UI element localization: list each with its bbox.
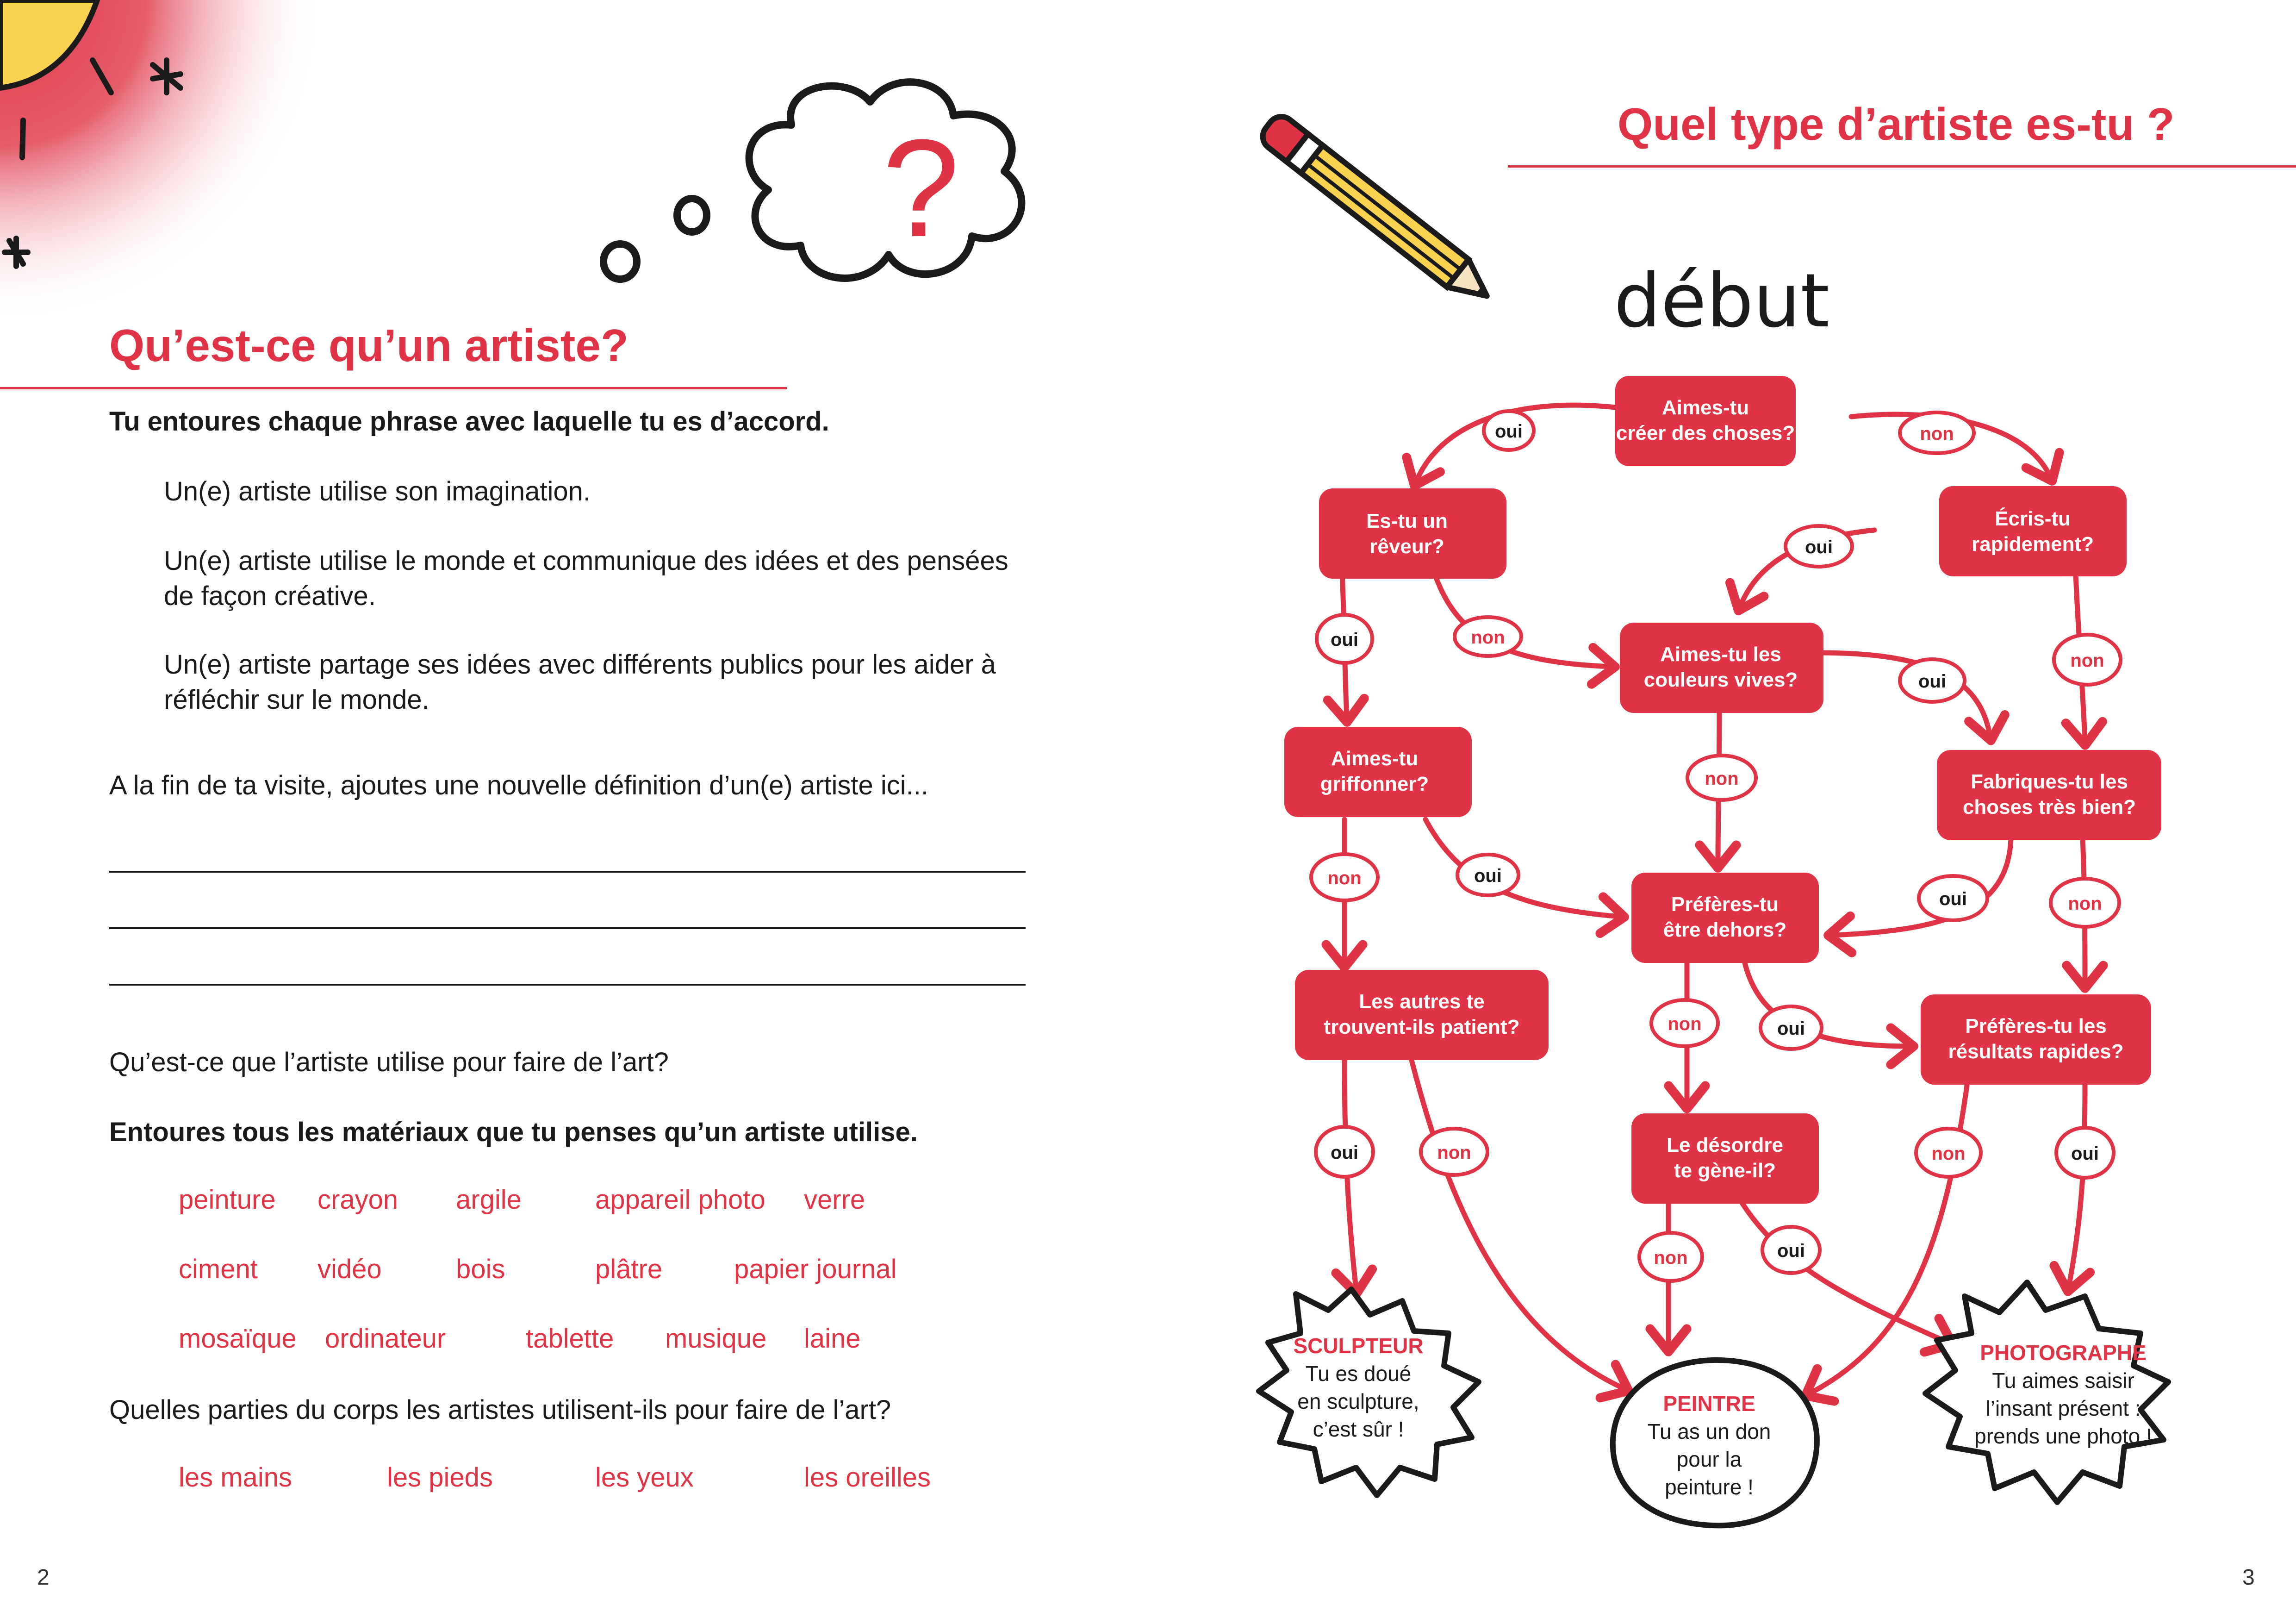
- material-word[interactable]: ciment: [179, 1254, 258, 1284]
- node-q3: [1939, 486, 2127, 576]
- svg-text:griffonner?: griffonner?: [1320, 773, 1429, 795]
- material-word[interactable]: tablette: [526, 1324, 614, 1354]
- non-label: non: [1668, 1014, 1702, 1034]
- material-word[interactable]: laine: [804, 1324, 861, 1354]
- result-title: PEINTRE: [1663, 1392, 1755, 1416]
- node-q6: [1937, 750, 2161, 840]
- non-label: non: [1931, 1143, 1966, 1164]
- body-part-word[interactable]: les pieds: [387, 1462, 493, 1493]
- statement-2-line-2: de façon créative.: [164, 581, 376, 611]
- body-part-word[interactable]: les mains: [179, 1462, 292, 1493]
- result-photographe: [1925, 1282, 2168, 1502]
- svg-text:pour la: pour la: [1676, 1447, 1742, 1471]
- svg-text:prends une photo !: prends une photo !: [1974, 1424, 2152, 1448]
- material-word[interactable]: musique: [665, 1324, 767, 1354]
- svg-text:Aimes-tu: Aimes-tu: [1661, 396, 1749, 419]
- oui-label: oui: [1331, 1143, 1358, 1163]
- svg-text:en sculpture,: en sculpture,: [1297, 1389, 1419, 1413]
- statement-3-line-2: réfléchir sur le monde.: [164, 685, 429, 715]
- non-label: non: [1437, 1143, 1471, 1163]
- svg-text:Tu es doué: Tu es doué: [1305, 1362, 1412, 1386]
- svg-text:résultats rapides?: résultats rapides?: [1948, 1040, 2124, 1063]
- svg-text:te gène-il?: te gène-il?: [1674, 1159, 1776, 1182]
- start-label: début: [1614, 257, 1829, 344]
- node-q7: [1631, 873, 1819, 963]
- definition-prompt: A la fin de ta visite, ajoutes une nouvelle définition d’un(e) artiste ici...: [109, 770, 929, 800]
- svg-text:choses très bien?: choses très bien?: [1962, 796, 2136, 818]
- material-word[interactable]: vidéo: [317, 1254, 382, 1284]
- non-label: non: [1471, 627, 1505, 648]
- svg-text:Tu as un don: Tu as un don: [1647, 1419, 1771, 1443]
- material-word[interactable]: verre: [804, 1185, 865, 1215]
- svg-text:c’est sûr !: c’est sûr !: [1313, 1417, 1404, 1441]
- statement-2-line-1: Un(e) artiste utilise le monde et communique des idées et des pensées: [164, 546, 1008, 576]
- svg-text:Aimes-tu: Aimes-tu: [1331, 747, 1419, 770]
- svg-text:Le désordre: Le désordre: [1667, 1134, 1783, 1156]
- oui-label: oui: [2071, 1143, 2099, 1164]
- non-label: non: [1654, 1248, 1688, 1268]
- node-q5: [1284, 727, 1472, 817]
- oui-label: oui: [1331, 630, 1358, 650]
- non-label: non: [1920, 424, 1954, 444]
- svg-text:Préfères-tu les: Préfères-tu les: [1965, 1015, 2107, 1037]
- body-part-word[interactable]: les yeux: [595, 1462, 694, 1493]
- material-word[interactable]: bois: [456, 1254, 505, 1284]
- non-label: non: [1327, 868, 1362, 888]
- oui-label: oui: [1777, 1018, 1805, 1039]
- node-q10: [1631, 1113, 1819, 1204]
- materials-instruction: Entoures tous les matériaux que tu penses qu’un artiste utilise.: [109, 1117, 918, 1147]
- result-title: SCULPTEUR: [1293, 1334, 1424, 1358]
- non-label: non: [2070, 650, 2104, 671]
- oui-label: oui: [1939, 889, 1967, 909]
- non-label: non: [1705, 768, 1739, 789]
- node-q8: [1295, 970, 1549, 1060]
- svg-text:Aimes-tu les: Aimes-tu les: [1660, 643, 1781, 666]
- oui-label: oui: [1777, 1241, 1805, 1261]
- svg-text:Écris-tu: Écris-tu: [1995, 507, 2071, 530]
- material-word[interactable]: peinture: [179, 1185, 276, 1215]
- oui-label: oui: [1495, 421, 1523, 442]
- material-word[interactable]: ordinateur: [325, 1324, 446, 1354]
- instruction-text: Tu entoures chaque phrase avec laquelle tu es d’accord.: [109, 406, 829, 437]
- svg-text:couleurs vives?: couleurs vives?: [1643, 668, 1798, 691]
- statement-3-line-1: Un(e) artiste partage ses idées avec différents publics pour les aider à: [164, 650, 996, 680]
- node-q1: [1615, 376, 1796, 466]
- svg-text:l’insant présent :: l’insant présent :: [1985, 1396, 2141, 1420]
- oui-label: oui: [1805, 537, 1833, 557]
- svg-text:Fabriques-tu les: Fabriques-tu les: [1971, 770, 2128, 793]
- right-page-title: Quel type d’artiste es-tu ?: [1618, 99, 2175, 150]
- svg-text:être dehors?: être dehors?: [1663, 918, 1787, 941]
- body-part-word[interactable]: les oreilles: [804, 1462, 931, 1493]
- page-number-left: 2: [37, 1565, 50, 1590]
- result-title: PHOTOGRAPHE: [1980, 1341, 2147, 1365]
- svg-text:créer des choses?: créer des choses?: [1616, 422, 1795, 444]
- svg-text:Es-tu un: Es-tu un: [1366, 510, 1448, 532]
- node-q4: [1620, 623, 1823, 713]
- svg-text:Tu aimes saisir: Tu aimes saisir: [1992, 1368, 2134, 1393]
- material-word[interactable]: papier journal: [734, 1254, 897, 1284]
- question-mark: ?: [882, 110, 960, 266]
- material-word[interactable]: crayon: [317, 1185, 398, 1215]
- svg-text:peinture !: peinture !: [1665, 1475, 1754, 1499]
- node-q9: [1921, 994, 2151, 1085]
- svg-text:Préfères-tu: Préfères-tu: [1671, 893, 1779, 916]
- question-body-parts: Quelles parties du corps les artistes utilisent-ils pour faire de l’art?: [109, 1395, 891, 1425]
- question-tools: Qu’est-ce que l’artiste utilise pour faire de l’art?: [109, 1047, 669, 1077]
- material-word[interactable]: appareil photo: [595, 1185, 765, 1215]
- result-sculpteur: [1259, 1289, 1479, 1495]
- svg-text:trouvent-ils patient?: trouvent-ils patient?: [1324, 1016, 1520, 1038]
- material-word[interactable]: plâtre: [595, 1254, 663, 1284]
- page-number-right: 3: [2242, 1565, 2255, 1590]
- node-q2: [1319, 488, 1506, 579]
- material-word[interactable]: mosaïque: [179, 1324, 297, 1354]
- statement-1: Un(e) artiste utilise son imagination.: [164, 476, 591, 506]
- result-peintre: [1613, 1360, 1817, 1525]
- oui-label: oui: [1918, 671, 1946, 692]
- left-page-title: Qu’est-ce qu’un artiste?: [109, 320, 628, 371]
- material-word[interactable]: argile: [456, 1185, 522, 1215]
- svg-text:Les autres te: Les autres te: [1359, 990, 1485, 1013]
- oui-label: oui: [1474, 866, 1502, 886]
- svg-text:rêveur?: rêveur?: [1369, 535, 1444, 558]
- svg-text:rapidement?: rapidement?: [1971, 533, 2094, 556]
- non-label: non: [2068, 893, 2102, 914]
